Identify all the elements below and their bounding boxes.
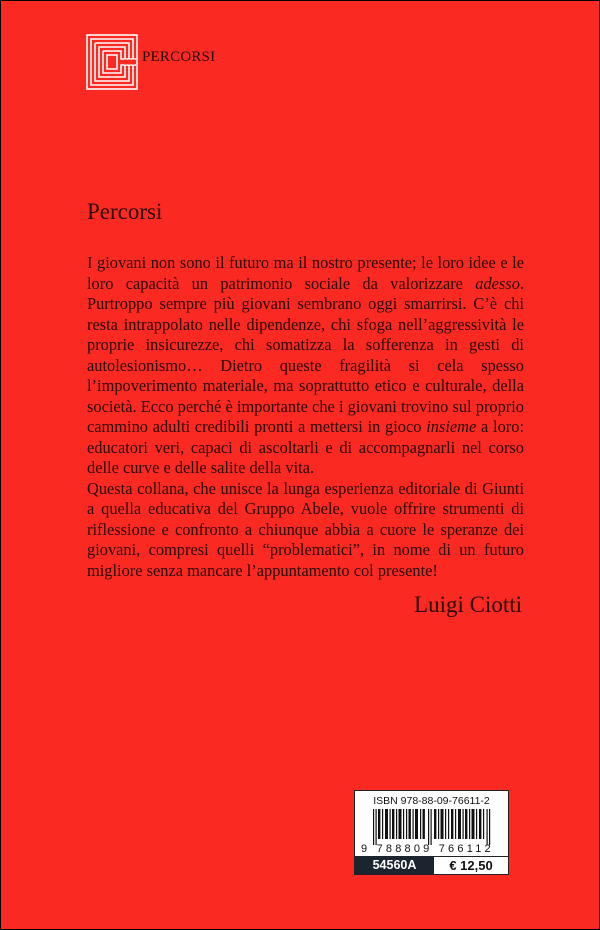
series-name: PERCORSI (142, 49, 216, 65)
barcode-digits: 9 788809 766112 (361, 843, 494, 855)
text-span: a loro: educatori veri, capaci di ascoltarli e di accompagnarli nel corso delle curve e delle salite della vita. (87, 417, 524, 477)
description-text (87, 253, 524, 581)
product-code: 54560A (355, 856, 434, 874)
emphasis: adesso (475, 273, 520, 293)
paragraph-1 (87, 253, 524, 479)
isbn-number: ISBN 978-88-09-76611-2 (373, 795, 490, 807)
paragraph-2: Questa collana, che unisce la lunga esperienza editoriale di Giunti a quella educativa del Gruppo Abele, vuole offrire strumenti di riflessione e confronto a chiunque abbia a cuore le speranze dei giovani, compresi quelli “problematici”, in nome di un futuro migliore senza mancare l’appuntamento col presente! (87, 478, 524, 580)
text-span: I giovani non sono il futuro ma il nostro presente; le loro idee e le loro capacità un patrimonio sociale da valorizzare (87, 253, 524, 293)
emphasis: insieme (426, 417, 477, 436)
price: € 12,50 (434, 856, 508, 874)
author-signature: Luigi Ciotti (414, 592, 522, 617)
text-span: . Purtroppo sempre più giovani sembrano oggi smarrirsi. C’è chi resta intrappolato nelle dipendenze, chi sfoga nell’aggressività le proprie insicurezze, chi somatizza la sofferenza in gesti di autolesionismo… Dietro queste fragilità si cela spesso l’impoverimento materiale, ma soprattutto etico e culturale, della società. Ecco perché è importante che i giovani trovino sul proprio cammino adulti credibili pronti a mettersi in gioco (87, 273, 524, 436)
barcode-icon (373, 809, 491, 845)
section-title: Percorsi (87, 199, 163, 224)
label-footer (355, 856, 508, 874)
book-back-cover (1, 1, 599, 929)
barcode-label (354, 790, 509, 875)
labyrinth-icon (86, 34, 138, 90)
